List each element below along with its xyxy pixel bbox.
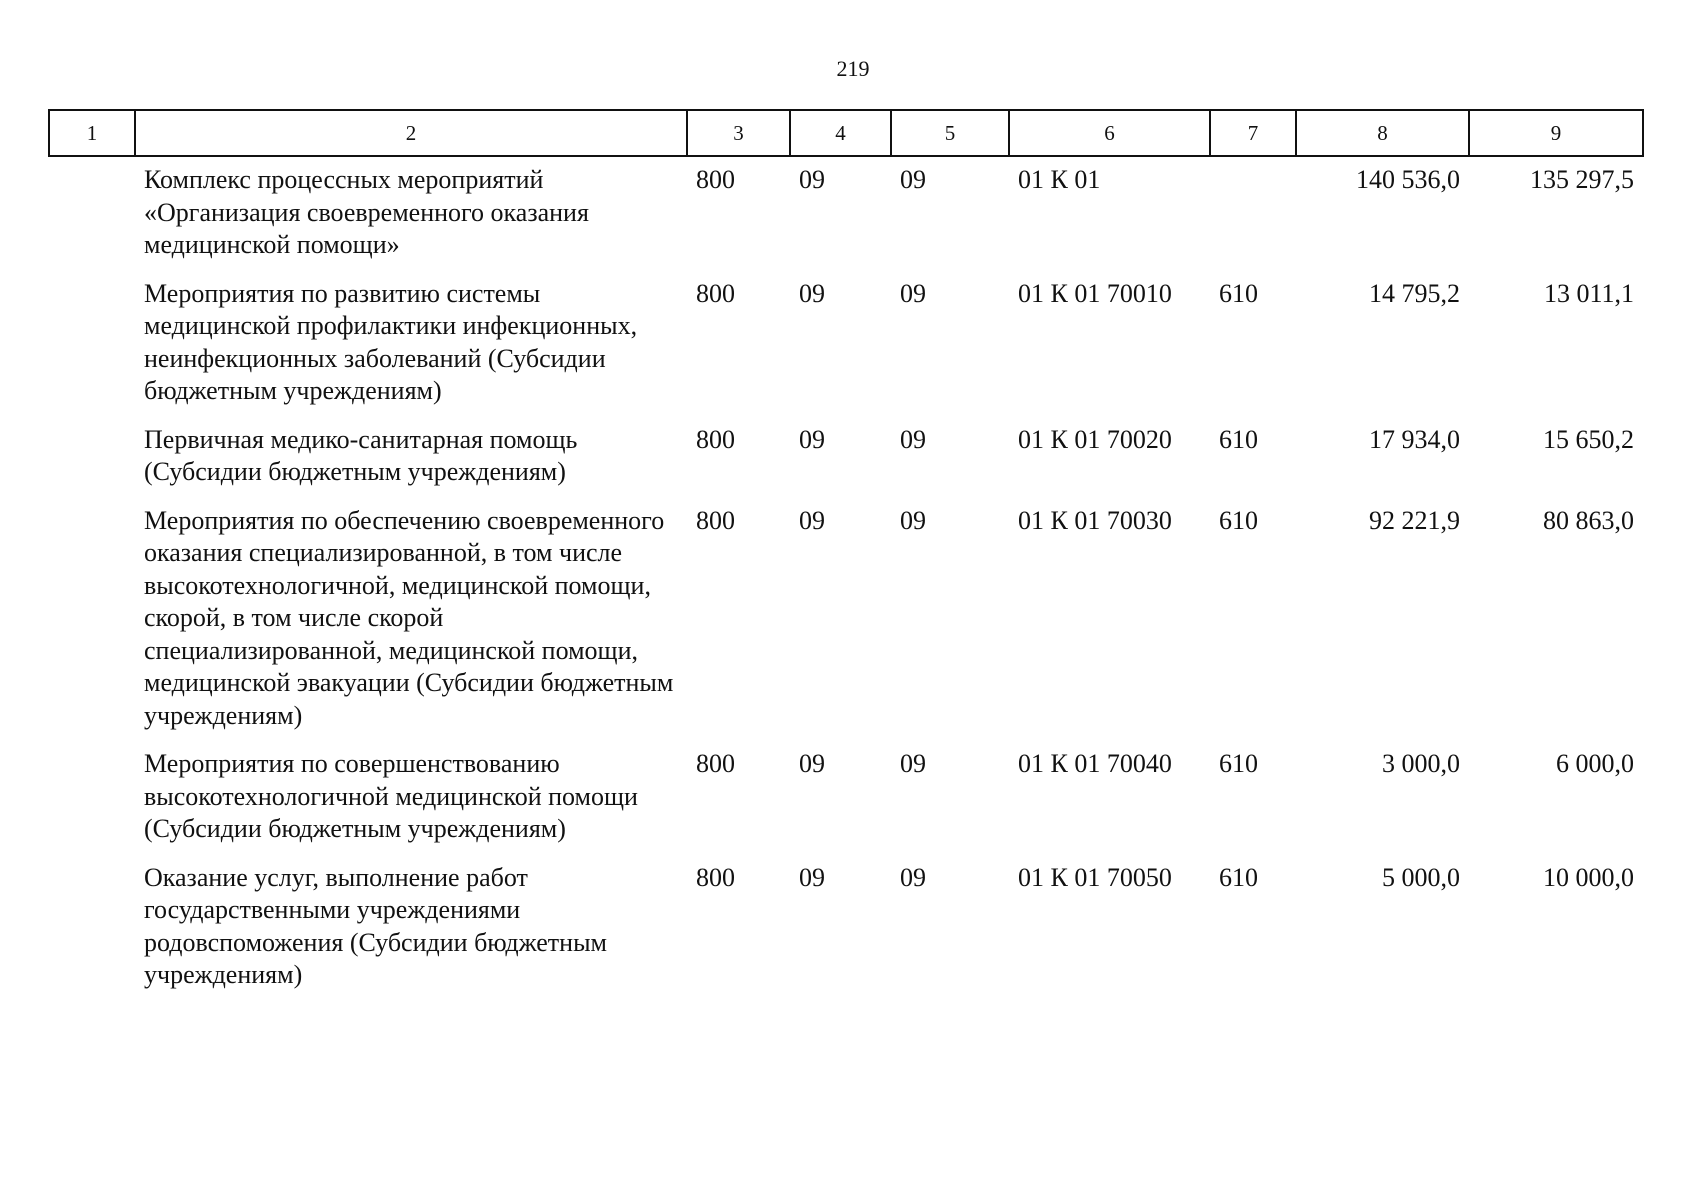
cell-col-6: 01 К 01 70040 [1018,749,1172,778]
header-col-4: 4 [790,110,891,156]
cell-col-7 [1210,156,1296,268]
cell-col-4: 09 [799,505,825,535]
cell-col-5: 09 [900,505,926,535]
cell-col-6: 01 К 01 70020 [1018,424,1172,454]
cell-col-1 [49,414,135,495]
table-row [49,268,1643,414]
table-row [49,495,1643,739]
cell-col-9: 80 863,0 [1543,505,1634,535]
cell-name: Мероприятия по развитию системы медицинской профилактики инфекционных, неинфекционных заболеваний (Субсидии бюджетным учреждениям) [144,278,638,405]
header-col-9: 9 [1469,110,1643,156]
cell-col-7: 610 [1219,749,1258,778]
cell-col-7: 610 [1219,424,1258,454]
cell-col-3: 800 [696,505,735,535]
cell-col-9: 135 297,5 [1530,165,1634,194]
cell-name: Мероприятия по обеспечению своевременного оказания специализированной, в том числе высокотехнологичной, медицинской помощи, скорой, в том числе скорой специализированной, медицинской помощи, медицинской эвакуации (Субсидии бюджетным учреждениям) [144,505,674,730]
cell-col-8: 14 795,2 [1369,278,1460,308]
cell-col-9: 10 000,0 [1543,862,1634,892]
cell-col-3: 800 [696,278,735,308]
cell-col-6: 01 К 01 70010 [1018,278,1172,308]
header-col-5: 5 [891,110,1009,156]
cell-col-9: 13 011,1 [1543,278,1634,308]
cell-col-6: 01 К 01 [1018,165,1101,194]
cell-col-6: 01 К 01 70030 [1018,505,1172,535]
cell-col-5: 09 [900,424,926,454]
cell-col-1 [49,738,135,852]
header-col-3: 3 [687,110,790,156]
cell-name: Мероприятия по совершенствованию высокотехнологичной медицинской помощи (Субсидии бюджетным учреждениям) [144,749,638,843]
table-row [49,414,1643,495]
header-row [49,110,1643,156]
cell-col-3: 800 [696,862,735,892]
cell-col-6: 01 К 01 70050 [1018,862,1172,892]
cell-col-8: 3 000,0 [1382,749,1460,778]
cell-col-3: 800 [696,749,735,778]
cell-col-3: 800 [696,424,735,454]
cell-col-1 [49,156,135,268]
cell-col-9: 6 000,0 [1556,749,1634,778]
cell-col-5: 09 [900,165,926,194]
cell-col-5: 09 [900,749,926,778]
table-row [49,156,1643,268]
cell-col-4: 09 [799,862,825,892]
page-number: 219 [836,56,870,81]
header-col-2: 2 [135,110,687,156]
cell-col-4: 09 [799,424,825,454]
cell-col-4: 09 [799,278,825,308]
cell-col-4: 09 [799,749,825,778]
cell-col-8: 5 000,0 [1382,862,1460,892]
header-col-1: 1 [49,110,135,156]
header-col-6: 6 [1009,110,1210,156]
cell-col-8: 17 934,0 [1369,424,1460,454]
cell-col-1 [49,852,135,998]
table-row [49,852,1643,998]
table-row [49,738,1643,852]
cell-col-4: 09 [799,165,825,194]
budget-table [48,109,1644,998]
cell-col-1 [49,268,135,414]
cell-col-3: 800 [696,165,735,194]
cell-col-7: 610 [1219,862,1258,892]
cell-col-5: 09 [900,862,926,892]
cell-col-1 [49,495,135,739]
table-header [49,110,1643,156]
table-body [49,156,1643,998]
header-col-7: 7 [1210,110,1296,156]
cell-col-9: 15 650,2 [1543,424,1634,454]
header-col-8: 8 [1296,110,1469,156]
cell-col-7: 610 [1219,505,1258,535]
cell-name: Оказание услуг, выполнение работ государственными учреждениями родовспоможения (Субсидии бюджетным учреждениям) [144,862,607,989]
cell-col-8: 92 221,9 [1369,505,1460,535]
cell-col-8: 140 536,0 [1356,165,1460,194]
cell-name: Первичная медико-санитарная помощь (Субсидии бюджетным учреждениям) [144,424,578,486]
cell-col-5: 09 [900,278,926,308]
cell-col-7: 610 [1219,278,1258,308]
cell-name: Комплекс процессных мероприятий «Организация своевременного оказания медицинской помощи» [144,165,589,259]
